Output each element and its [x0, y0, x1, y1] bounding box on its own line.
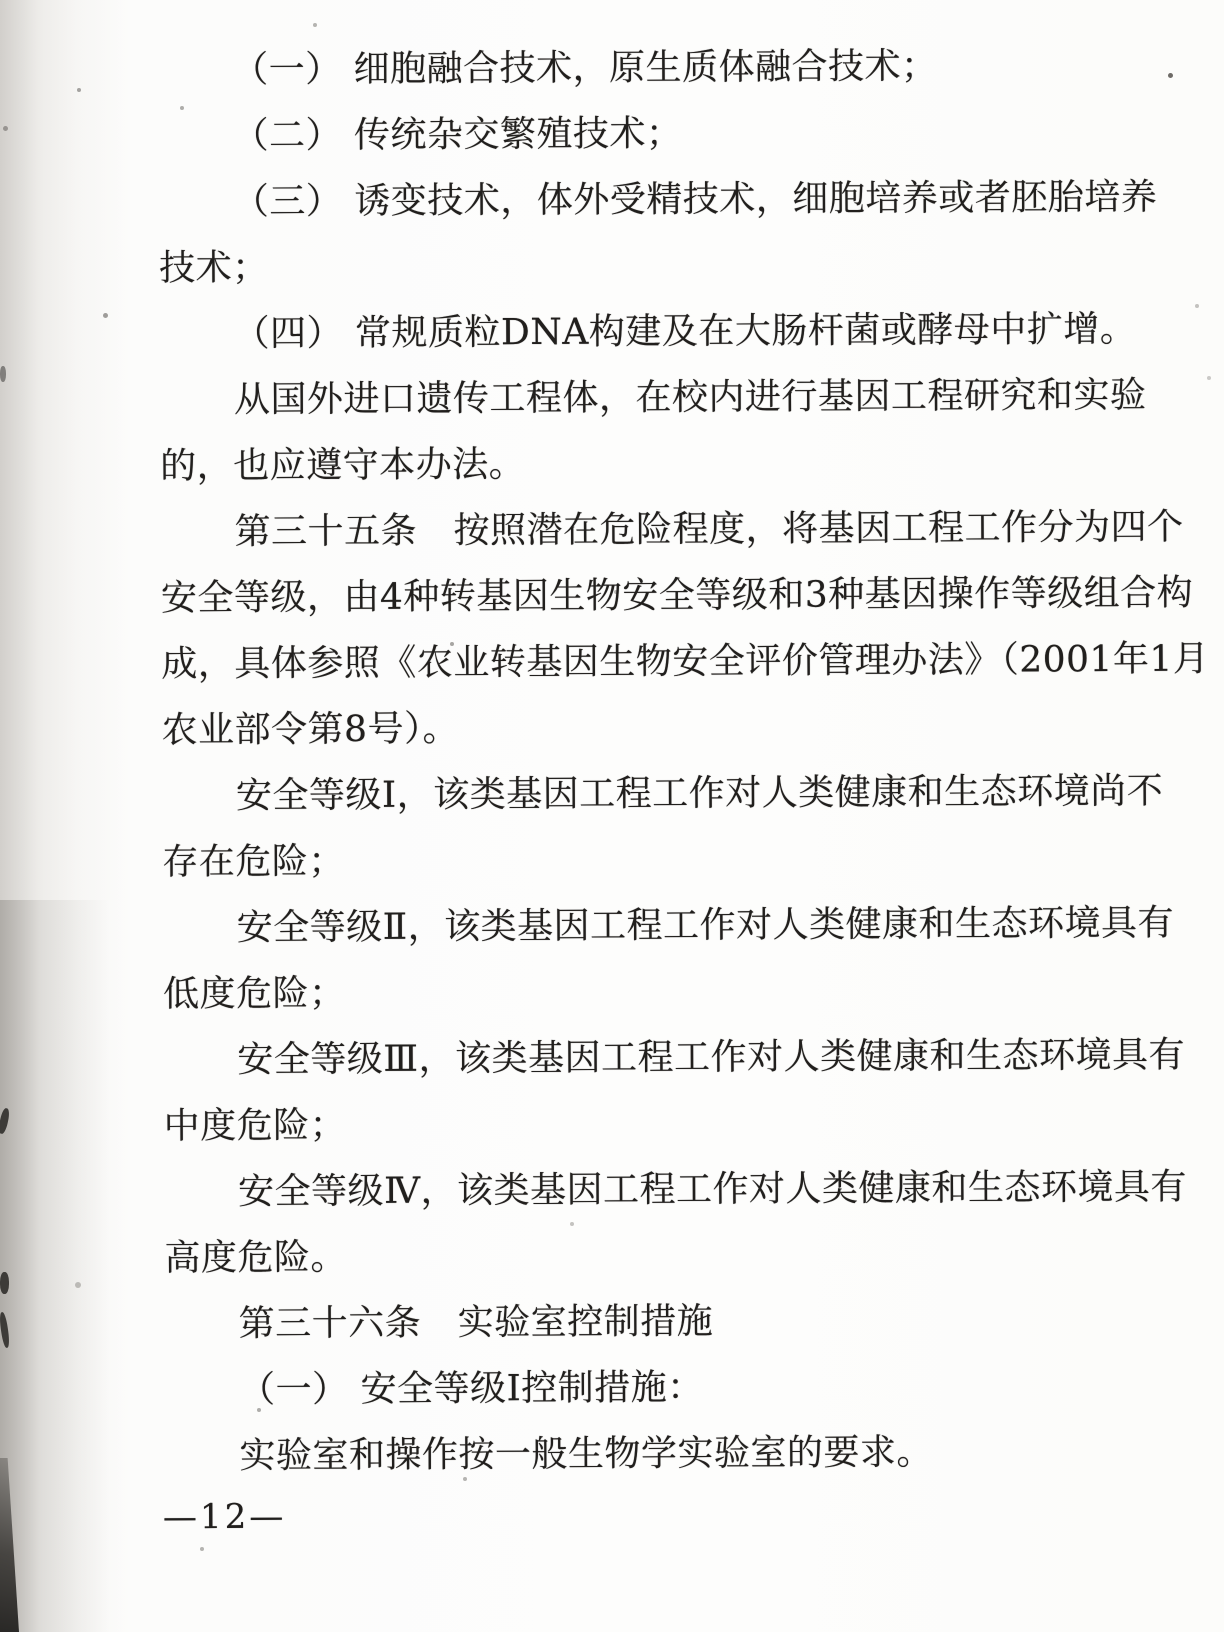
document-line-5: （四） 常规质粒DNA构建及在大肠杆菌或酵母中扩增。: [233, 308, 1137, 355]
scan-speck: [1207, 376, 1211, 380]
document-line-12: 安全等级Ⅰ，该类基因工程工作对人类健康和生态环境尚不: [235, 770, 1164, 817]
document-line-4: 技术；: [159, 247, 269, 289]
scan-speck: [75, 1282, 81, 1288]
scan-speck: [103, 313, 108, 318]
scan-speck: [1195, 304, 1199, 308]
document-line-19: 高度危险。: [164, 1237, 348, 1279]
document-line-16: 安全等级Ⅲ，该类基因工程工作对人类健康和生态环境具有: [237, 1034, 1186, 1081]
document-line-20: 第三十六条 实验室控制措施: [238, 1301, 714, 1345]
document-line-8: 第三十五条 按照潜在危险程度，将基因工程工作分为四个: [234, 506, 1184, 553]
document-line-21: （一） 安全等级Ⅰ控制措施：: [238, 1367, 704, 1411]
scan-speck: [3, 126, 8, 131]
document-line-22: 实验室和操作按一般生物学实验室的要求。: [239, 1431, 934, 1477]
document-line-2: （二） 传统杂交繁殖技术；: [232, 113, 683, 157]
document-line-7: 的，也应遵守本办法。: [160, 444, 526, 487]
document-line-11: 农业部令第8号）。: [161, 708, 460, 751]
scan-spine-shadow-lower: [0, 900, 110, 1632]
document-line-17: 中度危险；: [163, 1105, 347, 1147]
scan-spine-shadow: [0, 0, 130, 1632]
document-line-1: （一） 细胞融合技术，原生质体融合技术；: [232, 45, 938, 91]
document-line-6: 从国外进口遗传工程体，在校内进行基因工程研究和实验: [233, 374, 1147, 421]
scan-speck: [77, 88, 81, 92]
document-line-10: 成，具体参照《农业转基因生物安全评价管理办法》（2001年1月: [161, 638, 1210, 685]
scan-edge-mark: [0, 366, 6, 382]
scan-speck: [313, 23, 317, 27]
scan-edge-mark: [0, 1312, 10, 1349]
document-text: [158, 33, 1210, 1490]
document-line-18: 安全等级Ⅳ，该类基因工程工作对人类健康和生态环境具有: [237, 1166, 1188, 1213]
document-line-14: 安全等级Ⅱ，该类基因工程工作对人类健康和生态环境具有: [236, 902, 1175, 949]
scan-dark-corner: [0, 1458, 20, 1632]
document-line-3: （三） 诱变技术，体外受精技术，细胞培养或者胚胎培养: [232, 176, 1158, 223]
document-line-13: 存在危险；: [162, 841, 345, 883]
document-line-9: 安全等级，由4种转基因生物安全等级和3种基因操作等级组合构: [160, 572, 1194, 619]
page-number: —12—: [162, 1496, 287, 1538]
scan-speck: [1168, 73, 1173, 78]
scan-edge-mark: [0, 1272, 9, 1294]
scan-speck: [200, 1547, 204, 1551]
scan-edge-mark: [0, 1107, 11, 1134]
document-line-15: 低度危险；: [162, 973, 346, 1015]
